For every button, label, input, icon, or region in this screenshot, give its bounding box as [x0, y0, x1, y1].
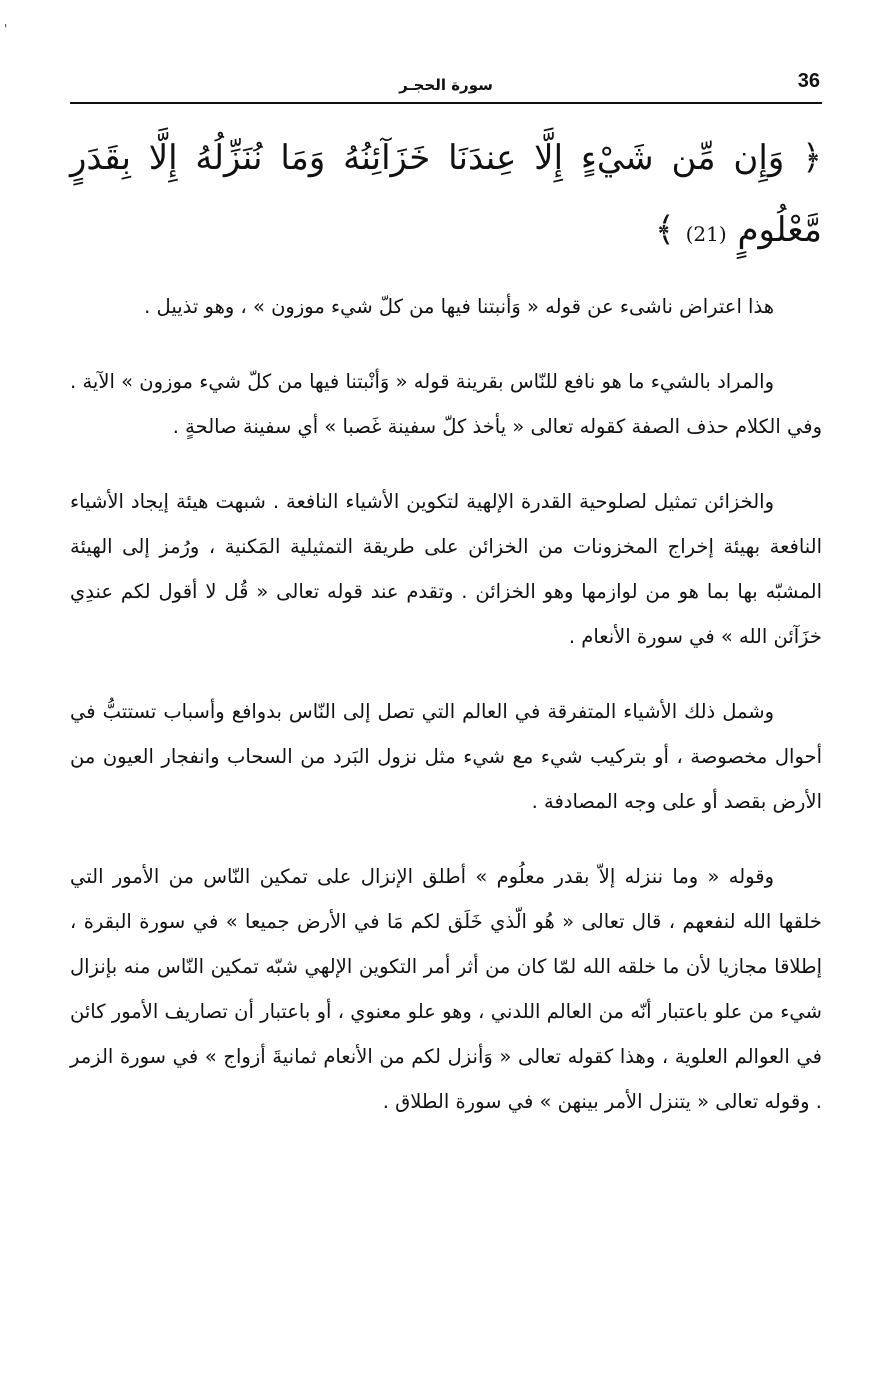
- page-header: [70, 70, 822, 104]
- paragraph: هذا اعتراض ناشىء عن قوله « وَأنبتنا فيها من كلّ شيء موزون » ، وهو تذييل .: [144, 295, 774, 318]
- margin-mark: ': [4, 22, 8, 36]
- verse-number: (21): [685, 222, 727, 246]
- paragraph: والمراد بالشيء ما هو نافع للنّاس بقرينة قوله « وَأنْبتنا فيها من كلّ شيء موزون » الآية . وفي الكلام حذف الصفة كقوله تعالى « يأخذ كلّ سفينة غَصبا » أي سفينة صالحةٍ .: [70, 370, 822, 438]
- surah-title: سورة الحجـر: [399, 76, 493, 94]
- commentary-body: [70, 284, 822, 1124]
- quran-verse: [70, 122, 822, 270]
- paragraph: والخزائن تمثيل لصلوحية القدرة الإلهية لتكوين الأشياء النافعة . شبهت هيئة إيجاد الأشياء النافعة بهيئة إخراج المخزونات من الخزائن على طريقة التمثيلية المَكنية ، ورُمز إلى الهيئة المشبّه بها بما هو من لوازمها وهو الخزائن . وتقدم عند قوله تعالى « قُل لا أقول لكم عندِي خزَآئن الله » في سورة الأنعام .: [70, 490, 822, 648]
- paragraph: وشمل ذلك الأشياء المتفرقة في العالم التي تصل إلى النّاس بدوافع وأسباب تستتبُّ في أحوال مخصوصة ، أو بتركيب شيء مع شيء مثل نزول البَرد من السحاب وانفجار العيون من الأرض بقصد أو على وجه المصادفة .: [70, 700, 822, 813]
- paragraph: وقوله « وما ننزله إلاّ بقدر معلُوم » أطلق الإنزال على تمكين النّاس من الأمور التي خلقها الله لنفعهم ، قال تعالى « هُو الّذي خَلَق لكم مَا في الأرض جميعا » في سورة البقرة ، إطلاقا مجازيا لأن ما خلقه الله لمّا كان من أثر أمر التكوين الإلهي شبّه تمكين النّاس منه بإنزال شيء من علو باعتبار أنّه من العالم اللدني ، وهو علو معنوي ، أو باعتبار أن تصاريف الأمور كائن في العوالم العلوية ، وهذا كقوله تعالى « وَأنزل لكم من الأنعام ثمانيةَ أزواج » في سورة الزمر . وقوله تعالى « يتنزل الأمر بينهن » في سورة الطلاق .: [70, 865, 822, 1113]
- page-number: 36: [797, 70, 820, 92]
- verse-close-bracket: ﴾: [654, 210, 675, 250]
- verse-text: ﴿ وَإِن مِّن شَيْءٍ إِلَّا عِندَنَا خَزَآئِنُهُ وَمَا نُنَزِّلُهُ إِلَّا بِقَدَرٍ مَّعْلُومٍ: [70, 138, 822, 250]
